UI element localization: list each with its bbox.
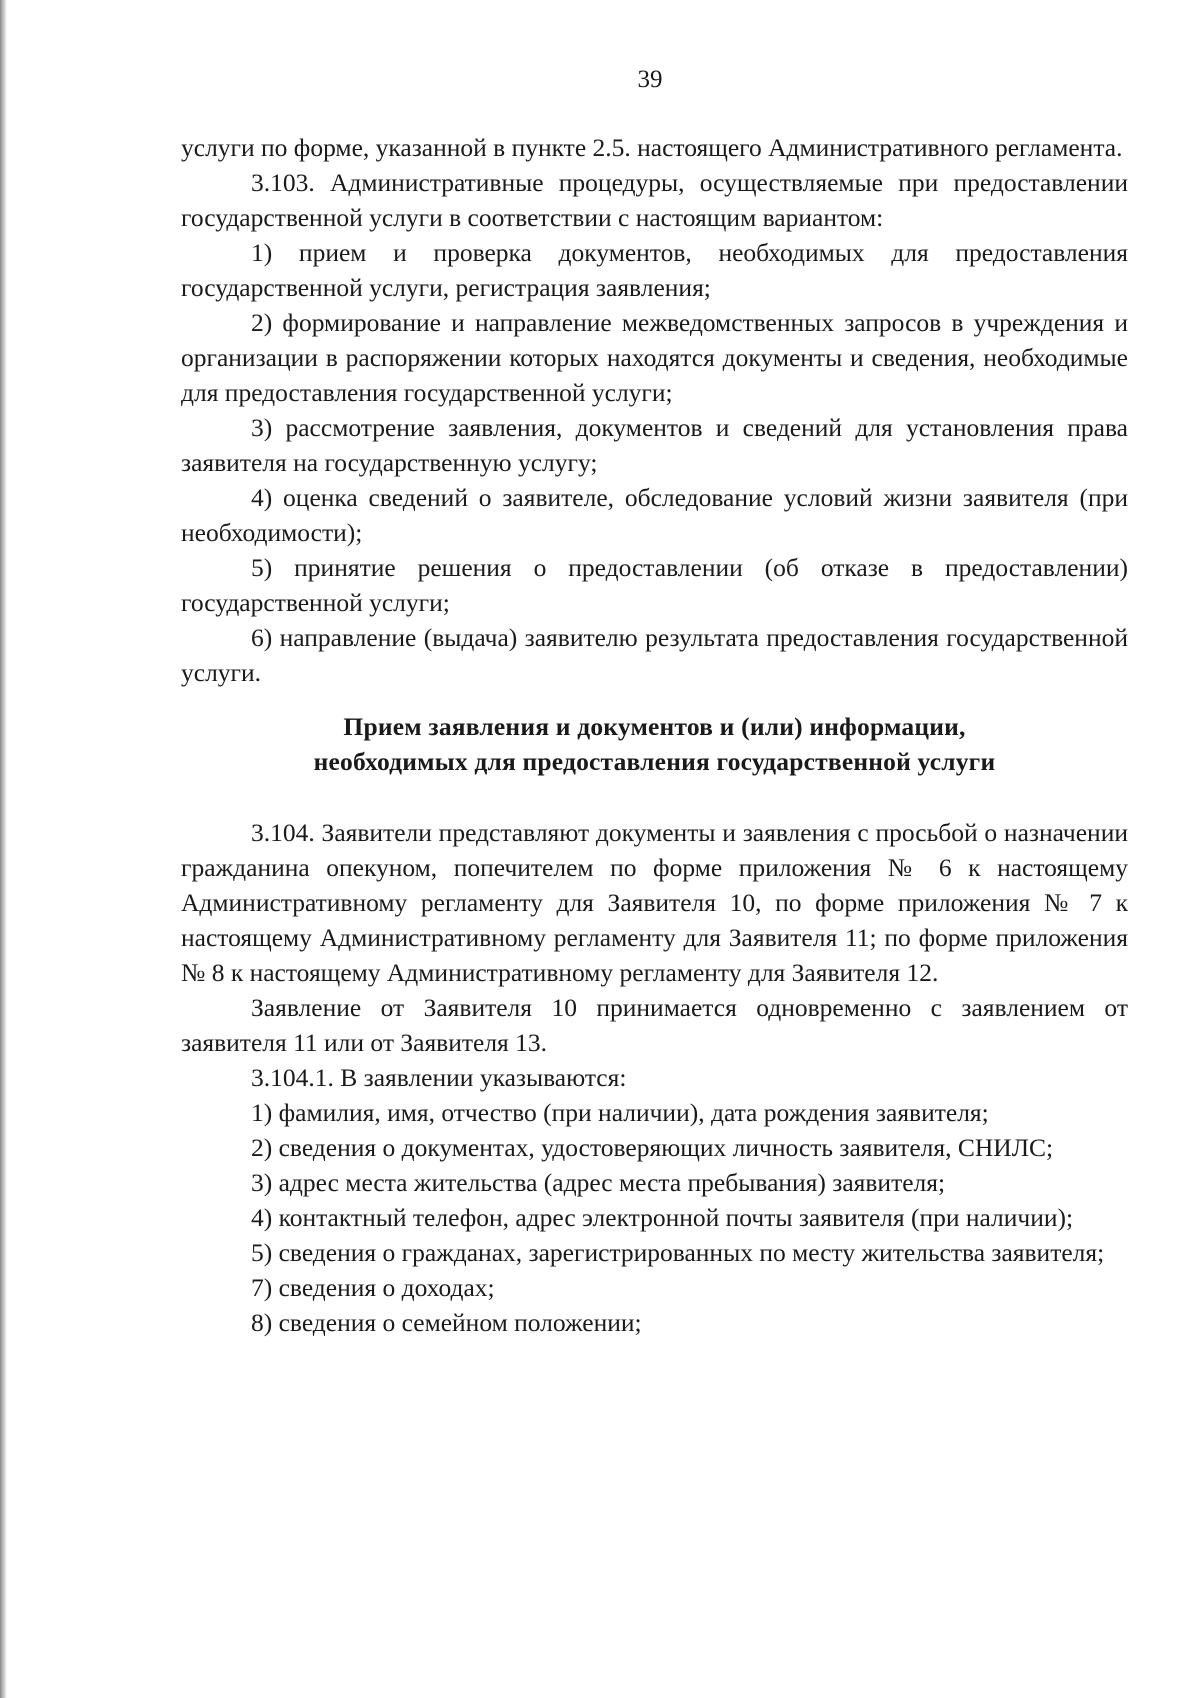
list-item: 1) фамилия, имя, отчество (при наличии), дата рождения заявителя; [251, 1098, 989, 1127]
list-item: 7) сведения о доходах; [251, 1273, 495, 1302]
list-item: 3) адрес места жительства (адрес места пребывания) заявителя; [251, 1168, 946, 1197]
list-item: 5) принятие решения о предоставлении (об отказе в предоставлении) государственной услуги; [181, 553, 1128, 617]
list-item: 4) контактный телефон, адрес электронной почты заявителя (при наличии); [251, 1203, 1074, 1232]
list-item: 8) сведения о семейном положении; [251, 1308, 642, 1337]
list-item: 4) оценка сведений о заявителе, обследование условий жизни заявителя (при необходимости); [181, 483, 1128, 547]
paragraph: услуги по форме, указанной в пункте 2.5. настоящего Административного регламента. [181, 133, 1123, 162]
list-item: 3) рассмотрение заявления, документов и сведений для установления права заявителя на государственную услугу; [181, 413, 1128, 477]
paragraph: Заявление от Заявителя 10 принимается одновременно с заявлением от заявителя 11 или от Заявителя 13. [181, 993, 1128, 1057]
section-heading [181, 709, 1128, 779]
section-heading-line: Прием заявления и документов и (или) информации, [343, 712, 966, 741]
paragraph: 3.104.1. В заявлении указываются: [251, 1063, 627, 1092]
paragraph: 3.104. Заявители представляют документы и заявления с просьбой о назначении гражданина опекуном, попечителем по форме приложения № 6 к настоящему Административному регламенту для Заявителя 10, по форме приложения № 7 к настоящему Административному регламенту для Заявителя 11; по форме приложения № 8 к настоящему Административному регламенту для Заявителя 12. [181, 818, 1128, 987]
list-item: 2) формирование и направление межведомственных запросов в учреждения и организации в распоряжении которых находятся документы и сведения, необходимые для предоставления государственной услуги; [181, 308, 1128, 407]
paragraphs-after [181, 815, 1128, 1340]
list-item: 2) сведения о документах, удостоверяющих личность заявителя, СНИЛС; [251, 1133, 1054, 1162]
paragraph: 3.103. Административные процедуры, осуществляемые при предоставлении государственной услуги в соответствии с настоящим вариантом: [181, 168, 1128, 232]
list-item: 6) направление (выдача) заявителю результата предоставления государственной услуги. [181, 623, 1128, 687]
scan-edge [0, 0, 7, 1698]
paragraphs-before [181, 130, 1128, 690]
list-item: 5) сведения о гражданах, зарегистрированных по месту жительства заявителя; [251, 1238, 1105, 1267]
list-item: 1) прием и проверка документов, необходимых для предоставления государственной услуги, регистрация заявления; [181, 238, 1128, 302]
document-body [181, 130, 1128, 1340]
section-heading-line: необходимых для предоставления государственной услуги [313, 747, 996, 776]
page-number: 39 [637, 66, 663, 93]
